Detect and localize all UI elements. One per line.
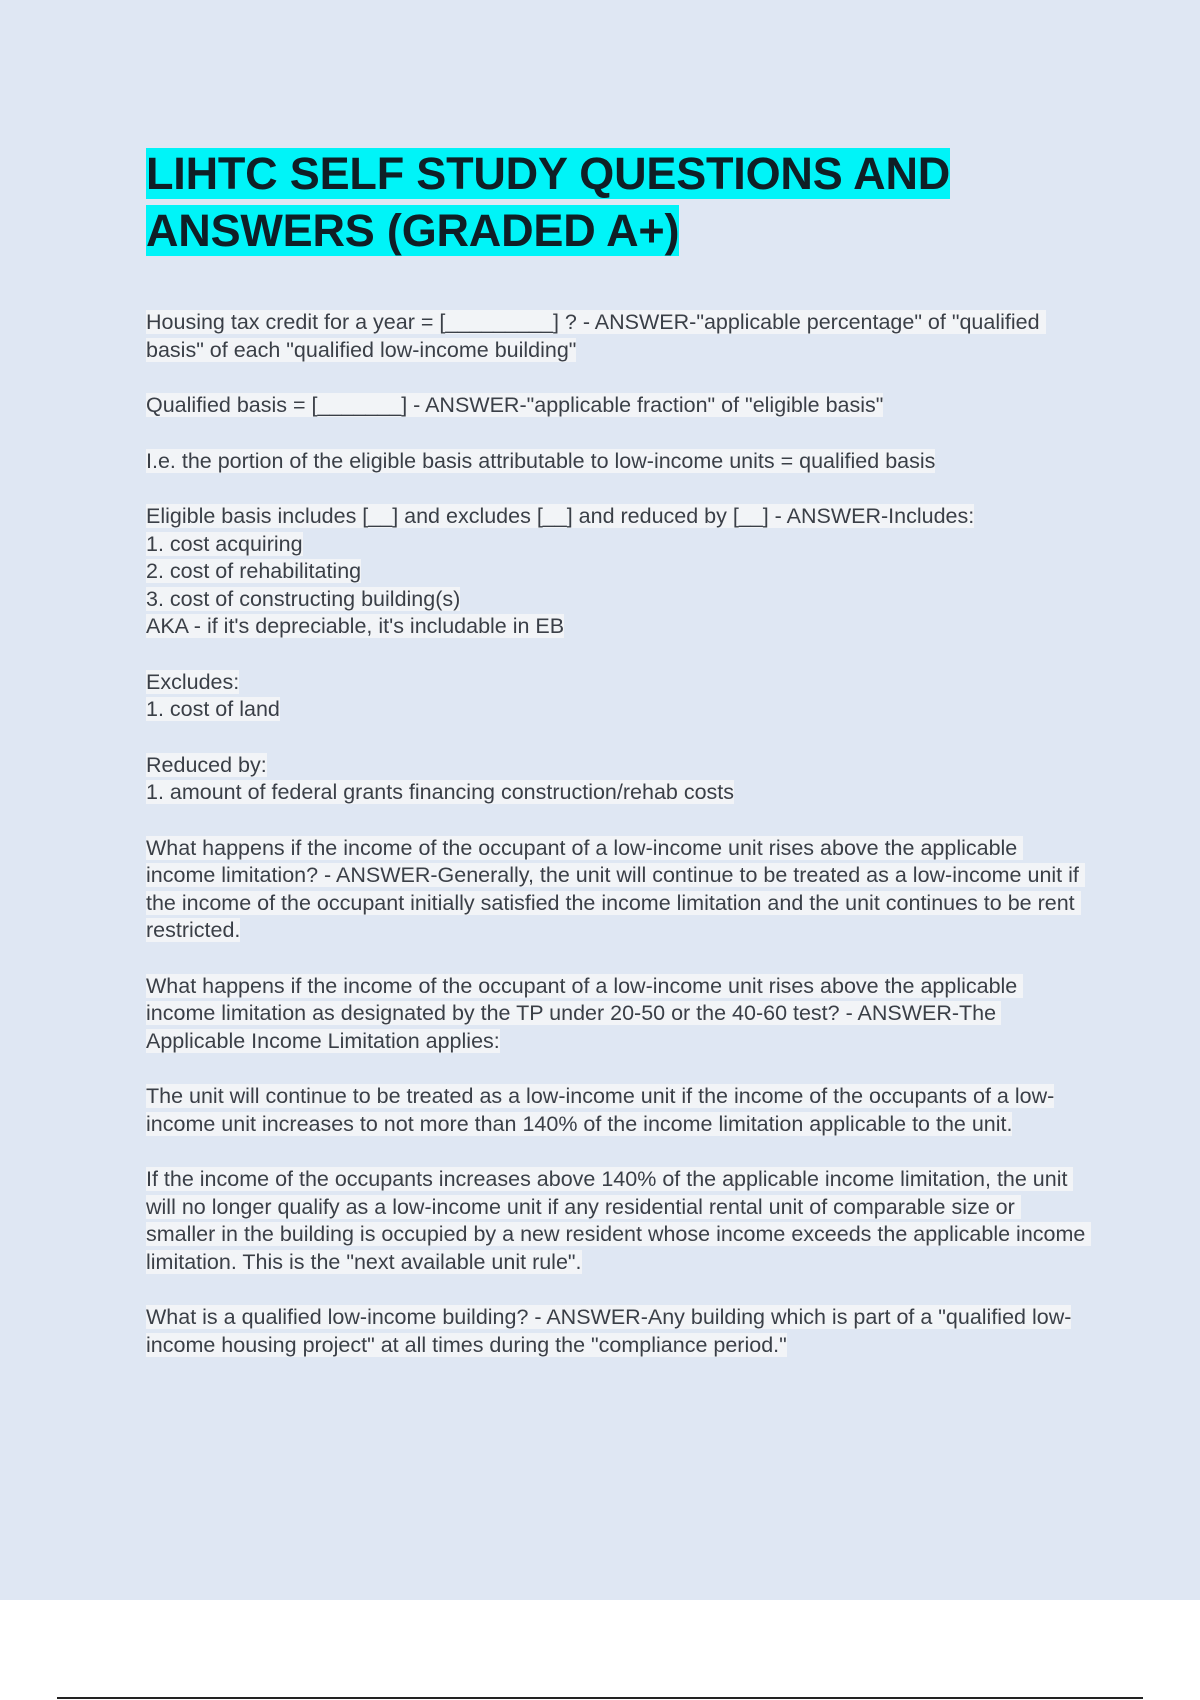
qa-paragraph (146, 973, 1086, 1056)
qa-paragraph (146, 752, 1086, 807)
footer-divider (57, 1697, 1143, 1699)
document-title (146, 145, 1086, 259)
qa-paragraph-text: The unit will continue to be treated as a low-income unit if the income of the occupants of a low-income unit increases to not more than 140% of the income limitation applicable to the unit. (146, 1084, 1055, 1136)
document-body (146, 309, 1092, 1359)
qa-paragraph-text: What happens if the income of the occupant of a low-income unit rises above the applicable income limitation as designated by the TP under 20-50 or the 40-60 test? - ANSWER-The Applicable Income Limitation applies: (146, 973, 1024, 1053)
qa-paragraph-text: What happens if the income of the occupant of a low-income unit rises above the applicable income limitation? - ANSWER-Generally, the unit will continue to be treated as a low-income unit if the income of the occupant initially satisfied the income limitation and the unit continues to be rent restricted. (146, 835, 1085, 942)
qa-paragraph-text: Reduced by: 1. amount of federal grants financing construction/rehab costs (146, 752, 735, 804)
qa-paragraph-text: Eligible basis includes [__] and excludes [__] and reduced by [__] - ANSWER-Includes: 1. cost acquiring 2. cost of rehabilitating 3. cost of constructing building(s) AKA - if it's depreciable, it's includable in EB (146, 504, 975, 638)
qa-paragraph (146, 309, 1086, 364)
qa-paragraph (146, 1083, 1086, 1138)
document-title-text: LIHTC SELF STUDY QUESTIONS AND ANSWERS (GRADED A+) (146, 148, 951, 256)
qa-paragraph (146, 392, 1086, 420)
qa-paragraph (146, 1166, 1092, 1276)
qa-paragraph-text: What is a qualified low-income building? - ANSWER-Any building which is part of a "qualified low-income housing project" at all times during the "compliance period." (146, 1305, 1072, 1357)
qa-paragraph (146, 835, 1086, 945)
qa-paragraph (146, 503, 1086, 641)
qa-paragraph-text: Excludes: 1. cost of land (146, 669, 280, 721)
qa-paragraph-text: Qualified basis = [_______] - ANSWER-"applicable fraction" of "eligible basis" (146, 393, 884, 417)
qa-paragraph (146, 448, 1086, 476)
qa-paragraph (146, 669, 1086, 724)
qa-paragraph-text: I.e. the portion of the eligible basis attributable to low-income units = qualified basis (146, 448, 936, 473)
qa-paragraph (146, 1304, 1086, 1359)
qa-paragraph-text: If the income of the occupants increases above 140% of the applicable income limitation, the unit will no longer qualify as a low-income unit if any residential rental unit of comparable size or smaller in the building is occupied by a new resident whose income exceeds the applicable income limitation. This is the "next available unit rule". (146, 1167, 1092, 1274)
qa-paragraph-text: Housing tax credit for a year = [_________] ? - ANSWER-"applicable percentage" of "qualified basis" of each "qualified low-income building" (146, 310, 1046, 362)
document-content (146, 145, 1092, 1387)
